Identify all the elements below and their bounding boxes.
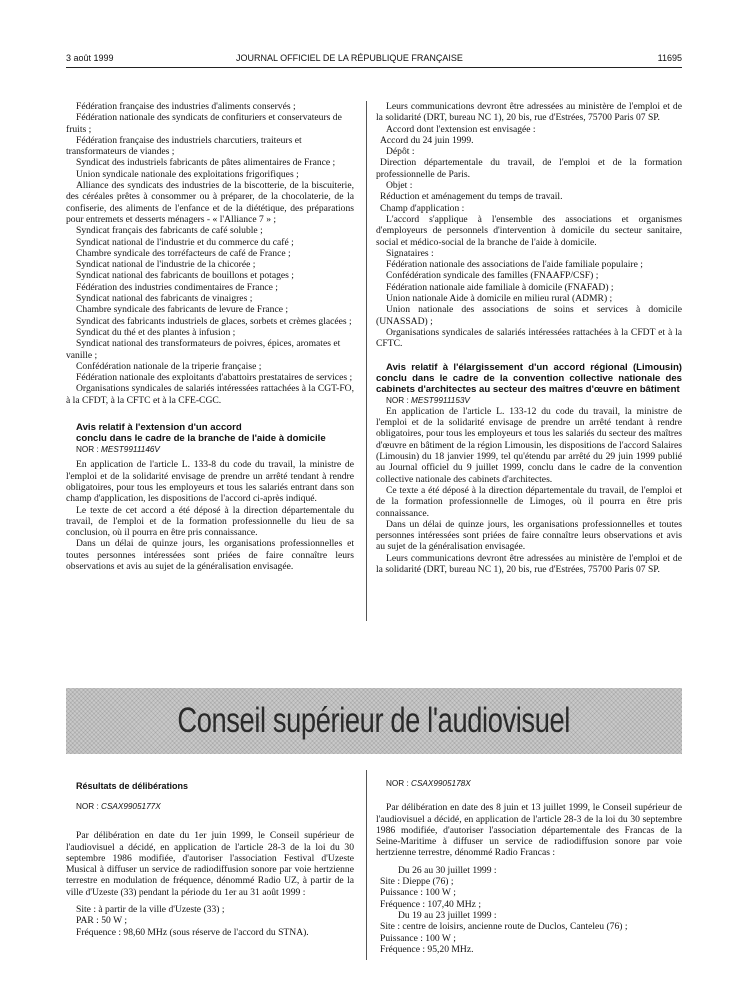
site-line: Site : Dieppe (76) ; bbox=[380, 876, 454, 888]
avis-elargissement-nor bbox=[376, 395, 682, 406]
champ-label: Champ d'application : bbox=[380, 202, 465, 214]
signatories-list bbox=[66, 101, 354, 406]
avis-elargissement-paragraph: Dans un délai de quinze jours, les organisations professionnelles et toutes personnes intéressées sont priées de faire connaître leurs observations et avis au sujet de la généralisation envisagée. bbox=[376, 518, 682, 553]
csa-nor bbox=[376, 778, 682, 789]
nor-label: NOR : bbox=[76, 445, 99, 455]
nor-label: NOR : bbox=[386, 395, 409, 405]
avis-elargissement-paragraph: Ce texte a été déposé à la direction départementale du travail, de l'emploi et de la formation professionnelle de Limoges, où il pourra en être pris connaissance. bbox=[376, 484, 682, 519]
period-line: Du 19 au 23 juillet 1999 : bbox=[398, 909, 497, 921]
list-item: Fédération française des industriels charcutiers, traiteurs et transformateurs de viandes ; bbox=[66, 134, 302, 158]
nor-code: CSAX9905177X bbox=[101, 802, 161, 811]
section-banner-title: Conseil supérieur de l'audiovisuel bbox=[177, 701, 571, 741]
list-item: Fédération nationale des exploitants d'abattoirs prestataires de services ; bbox=[76, 372, 353, 384]
nor-label: NOR : bbox=[76, 802, 99, 811]
power-line: Puissance : 100 W ; bbox=[380, 932, 456, 944]
nor-label: NOR : bbox=[386, 779, 409, 788]
nor-code: MEST9911153V bbox=[411, 395, 470, 405]
depot-value: Direction départementale du travail, de l'emploi et de la formation professionnelle de Paris. bbox=[376, 157, 682, 180]
csa-left-column bbox=[66, 781, 354, 938]
signataires-label: Signataires : bbox=[386, 247, 434, 259]
list-item: Syndicat des fabricants industriels de glaces, sorbets et crèmes glacées ; bbox=[76, 315, 352, 327]
list-item: Organisations syndicales de salariés intéressées rattachées à la CFDT et à la CFTC. bbox=[376, 326, 682, 350]
column-divider bbox=[366, 101, 367, 621]
deliberations-title: Résultats de délibérations bbox=[76, 781, 189, 791]
header-journal-title: JOURNAL OFFICIEL DE LA RÉPUBLIQUE FRANÇAISE bbox=[236, 53, 463, 63]
accord-value: Accord du 24 juin 1999. bbox=[380, 134, 474, 146]
list-item: Syndicat français des fabricants de café soluble ; bbox=[76, 225, 263, 237]
list-item: Syndicat des industriels fabricants de pâtes alimentaires de France ; bbox=[76, 157, 336, 169]
list-item: Fédération des industries condimentaires de France ; bbox=[76, 281, 278, 293]
communication-paragraph: Leurs communications devront être adressées au ministère de l'emploi et de la solidarité (DRT, bureau NC 1), 20 bis, rue d'Estrées, 75700 Paris 07 SP. bbox=[376, 101, 682, 124]
list-item: Union nationale des associations de soins et services à domicile (UNASSAD) ; bbox=[376, 304, 682, 327]
right-column-top bbox=[376, 101, 682, 575]
avis-elargissement-paragraph: Leurs communications devront être adressées au ministère de l'emploi et de la solidarité (DRT, bureau NC 1), 20 bis, rue d'Estrées, 75700 Paris 07 SP. bbox=[376, 552, 682, 575]
list-item: Confédération syndicale des familles (FNAAFP/CSF) ; bbox=[386, 270, 599, 282]
avis-extension-paragraph: En application de l'article L. 133-8 du code du travail, la ministre de l'emploi et de la solidarité envisage de prendre un arrêté tendant à rendre obligatoires, pour tous les employeurs et tous les salariés entrant dans son champ d'application, les dispositions de l'accord ci-après indiqué. bbox=[66, 459, 354, 505]
avis-extension-title-line2: conclu dans le cadre de la branche de l'aide à domicile bbox=[76, 433, 326, 445]
avis-elargissement-paragraph: En application de l'article L. 133-12 du code du travail, la ministre de l'emploi et de la solidarité envisage de prendre un arrêté tendant à rendre obligatoires, pour tous les employeurs et tous les salariés du secteur des maîtres d'œuvre en bâtiment de la région Limousin, les dispositions de l'accord Salaires (Limousin) du 18 janvier 1999, tel qu'étendu par arrêté du 29 juin 1999 publié au Journal officiel du 9 juillet 1999, conclu dans le cadre de la convention collective nationale des cabinets d'architectes. bbox=[376, 405, 682, 485]
frequency-line: Fréquence : 107,40 MHz ; bbox=[380, 898, 481, 910]
avis-extension-paragraph: Le texte de cet accord a été déposé à la direction départementale du travail, de l'emploi et de la formation professionnelle du lieu de sa conclusion, où il pourra en être pris connaissance. bbox=[66, 504, 354, 539]
list-item: Chambre syndicale des fabricants de levure de France ; bbox=[76, 304, 289, 316]
list-item: Syndicat national des fabricants de vinaigres ; bbox=[76, 293, 253, 305]
power-line: Puissance : 100 W ; bbox=[380, 887, 456, 899]
page-header bbox=[66, 53, 682, 68]
list-item: Alliance des syndicats des industries de la biscotterie, de la biscuiterie, des céréales prêtes à consommer ou à préparer, de la chocolaterie, de la confiserie, des aliments de l'enfance et de la diététique, des préparations pour entremets et desserts ménagers - « l'Alliance 7 » ; bbox=[66, 180, 354, 225]
column-divider bbox=[366, 770, 367, 960]
nor-code: MEST9911146V bbox=[101, 445, 160, 455]
champ-value: L'accord s'applique à l'ensemble des associations et organismes d'employeurs de personnels d'intervention à domicile du secteur sanitaire, social et médico-social de la branche de l'aide à domicile. bbox=[376, 213, 682, 248]
csa-right-column bbox=[376, 778, 682, 955]
list-item: Fédération nationale des associations de l'aide familiale populaire ; bbox=[386, 259, 643, 271]
list-item: Union nationale Aide à domicile en milieu rural (ADMR) ; bbox=[386, 293, 613, 305]
list-item: Syndicat national de l'industrie et du commerce du café ; bbox=[76, 236, 294, 248]
list-item: Syndicat national des transformateurs de poivres, épices, aromates et vanille ; bbox=[66, 338, 341, 361]
avis-extension-nor bbox=[66, 444, 354, 455]
objet-label: Objet : bbox=[386, 180, 413, 192]
list-item: Fédération française des industries d'aliments conservés ; bbox=[76, 101, 296, 112]
frequency-line: Fréquence : 98,60 MHz (sous réserve de l'accord du STNA). bbox=[76, 926, 309, 938]
list-item: Union syndicale nationale des exploitations frigorifiques ; bbox=[76, 168, 299, 180]
site-line: Site : centre de loisirs, ancienne route de Duclos, Canteleu (76) ; bbox=[380, 921, 628, 933]
nor-code: CSAX9905178X bbox=[411, 779, 471, 788]
depot-label: Dépôt : bbox=[386, 146, 415, 158]
list-item: Chambre syndicale des torréfacteurs de café de France ; bbox=[76, 247, 291, 259]
avis-extension-paragraph: Dans un délai de quinze jours, les organisations professionnelles et toutes personnes intéressées sont priées de faire connaître leurs observations et avis au sujet de la généralisation envisagée. bbox=[66, 538, 354, 572]
section-banner bbox=[66, 688, 682, 754]
site-line: Site : à partir de la ville d'Uzeste (33) ; bbox=[76, 904, 225, 916]
accord-label: Accord dont l'extension est envisagée : bbox=[386, 123, 536, 135]
deliberation-paragraph: Par délibération en date du 1er juin 1999, le Conseil supérieur de l'audiovisuel a décidé, en application de l'article 28-3 de la loi du 30 septembre 1986 modifiée, d'autoriser l'association Festival d'Uzeste Musical à diffuser un service de radiodiffusion sonore par voie hertzienne terrestre en modulation de fréquence, dénommé Radio UZ, à partir de la ville d'Uzeste (33) pendant la période du 1er au 31 août 1999 : bbox=[66, 830, 354, 898]
avis-elargissement-title: Avis relatif à l'élargissement d'un accord régional (Limousin) conclu dans le cadre de la convention collective nationale des cabinets d'architectes au secteur des maîtres d'œuvre en bâtiment bbox=[376, 361, 682, 395]
avis-extension-title-line1: Avis relatif à l'extension d'un accord bbox=[76, 422, 242, 434]
list-item: Fédération nationale des syndicats de confituriers et conservateurs de fruits ; bbox=[66, 112, 342, 135]
list-item: Syndicat du thé et des plantes à infusion ; bbox=[76, 326, 236, 338]
header-page-number: 11695 bbox=[657, 53, 682, 63]
list-item: Syndicat national de l'industrie de la chicorée ; bbox=[76, 259, 256, 271]
list-item: Organisations syndicales de salariés intéressées rattachées à la CGT-FO, à la CFDT, à la CFTC et à la CFE-CGC. bbox=[66, 383, 354, 406]
list-item: Fédération nationale aide familiale à domicile (FNAFAD) ; bbox=[386, 281, 614, 293]
list-item: Confédération nationale de la triperie française ; bbox=[76, 360, 262, 372]
list-item: Syndicat national des fabricants de bouillons et potages ; bbox=[76, 270, 294, 282]
frequency-line: Fréquence : 95,20 MHz. bbox=[380, 943, 474, 955]
csa-nor bbox=[66, 801, 354, 812]
header-date: 3 août 1999 bbox=[66, 53, 114, 63]
objet-value: Réduction et aménagement du temps de travail. bbox=[380, 191, 563, 203]
deliberation-paragraph: Par délibération en date des 8 juin et 13 juillet 1999, le Conseil supérieur de l'audiovisuel a décidé, en application de l'article 28-3 de la loi du 30 septembre 1986 modifiée, d'autoriser l'association départementale des Francas de la Seine-Maritime à diffuser un service de radiodiffusion sonore par voie hertzienne terrestre, dénommé Radio Francas : bbox=[376, 802, 682, 859]
left-column-top bbox=[66, 101, 354, 572]
period-line: Du 26 au 30 juillet 1999 : bbox=[398, 864, 497, 876]
par-line: PAR : 50 W ; bbox=[76, 915, 128, 927]
